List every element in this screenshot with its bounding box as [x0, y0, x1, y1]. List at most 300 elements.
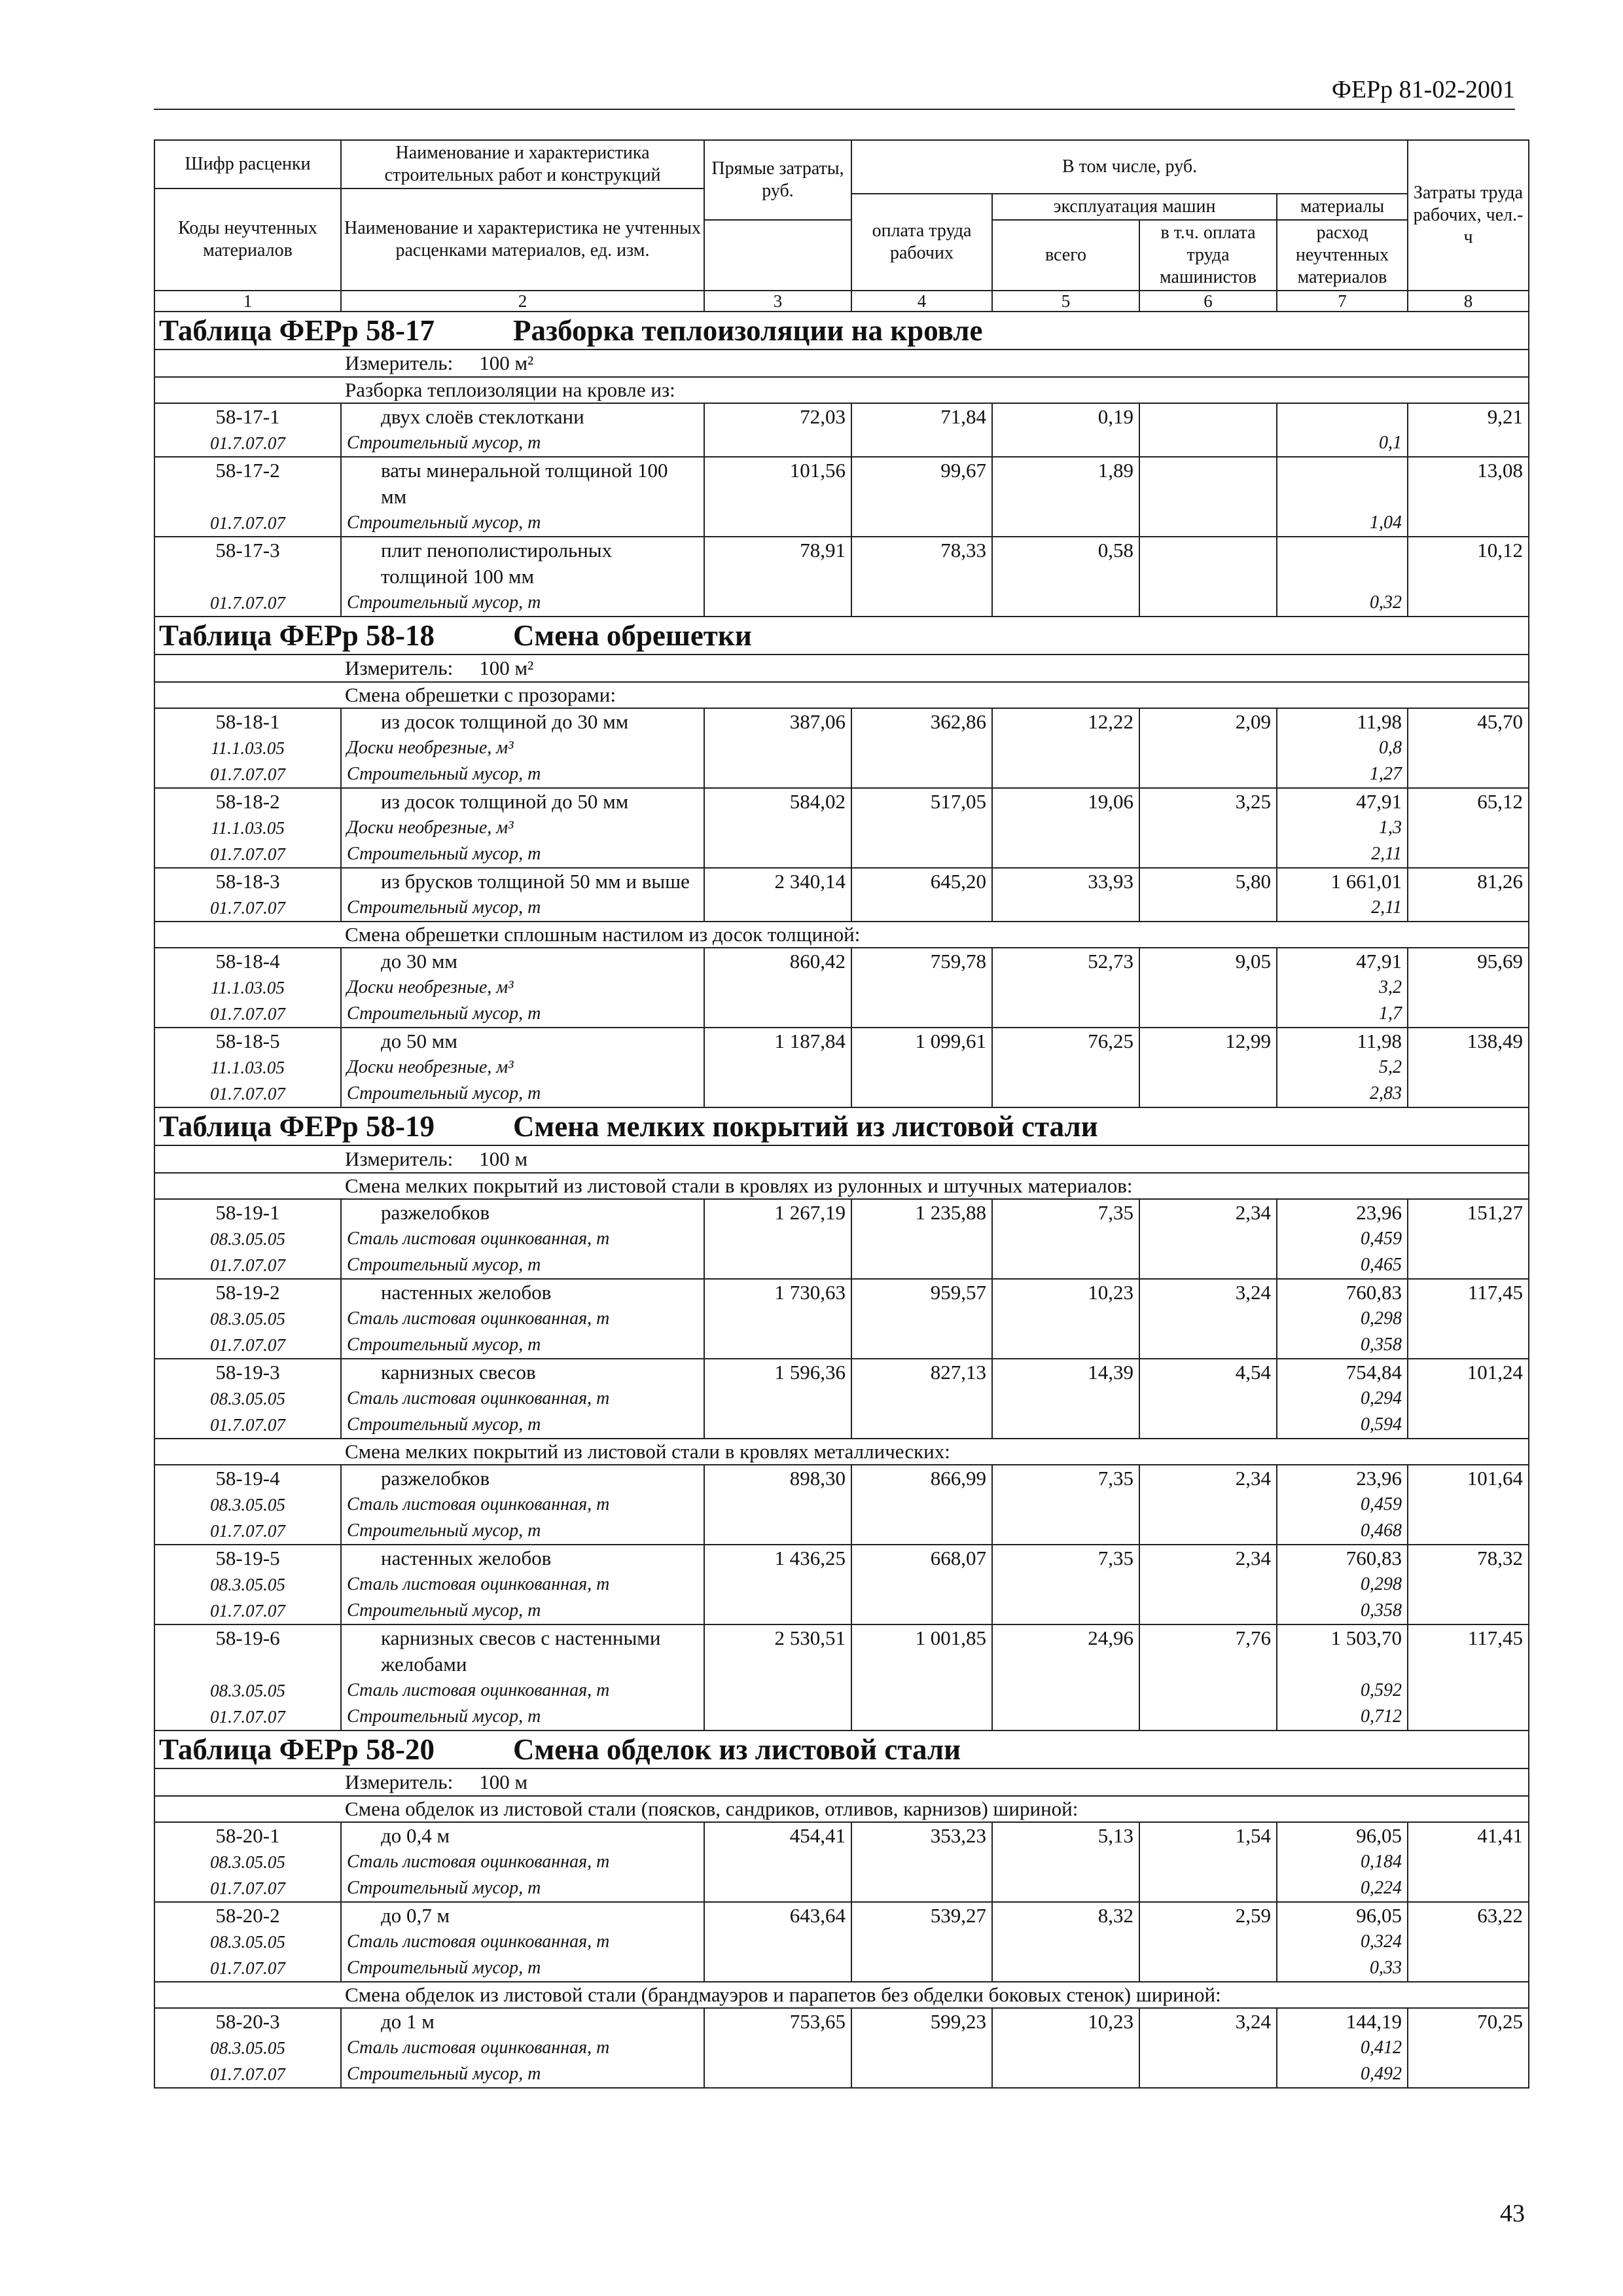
empty-cell [851, 975, 992, 1001]
material-row [154, 895, 1529, 922]
material-row [154, 1054, 1529, 1081]
page-number: 43 [1500, 2200, 1525, 2227]
rate-name: ваты минеральной толщиной 100 мм [341, 457, 704, 510]
rate-name: разжелобков [341, 1199, 704, 1226]
direct-costs: 1 436,25 [704, 1545, 851, 1571]
empty-cell [992, 1332, 1139, 1359]
table-section-title [154, 1107, 1529, 1145]
empty-cell [851, 1252, 992, 1279]
group-subtitle: Смена мелких покрытий из листовой стали в кровлях из рулонных и штучных материалов: [154, 1173, 1529, 1199]
direct-costs: 643,64 [704, 1902, 851, 1929]
materials-cost: 11,98 [1277, 1028, 1408, 1054]
worker-pay: 78,33 [851, 537, 992, 590]
rates-table [154, 139, 1529, 2089]
empty-cell [1408, 1518, 1529, 1545]
material-row [154, 1929, 1529, 1955]
material-name: Доски необрезные, м³ [341, 975, 704, 1001]
operator-pay: 12,99 [1139, 1028, 1277, 1054]
rate-row [154, 2008, 1529, 2035]
material-qty: 0,1 [1277, 430, 1408, 457]
material-name: Строительный мусор, т [341, 1518, 704, 1545]
empty-cell [1139, 1386, 1277, 1412]
empty-cell [704, 2061, 851, 2088]
empty-cell [992, 1412, 1139, 1439]
empty-cell [851, 2061, 992, 2088]
operator-pay: 3,25 [1139, 788, 1277, 815]
empty-cell [851, 1492, 992, 1518]
operator-pay: 3,24 [1139, 2008, 1277, 2035]
machines-total: 7,35 [992, 1545, 1139, 1571]
rate-name: разжелобков [341, 1465, 704, 1492]
header-work-name: Наименование и характеристика строительных работ и конструкций [341, 140, 704, 188]
group-subtitle-row [154, 682, 1529, 708]
material-name: Сталь листовая оцинкованная, т [341, 1929, 704, 1955]
table-body [154, 312, 1529, 2088]
rate-code: 58-17-2 [154, 457, 341, 510]
unit-cell [154, 1145, 1529, 1173]
rate-name: до 30 мм [341, 948, 704, 975]
rate-code: 58-19-4 [154, 1465, 341, 1492]
direct-costs: 1 267,19 [704, 1199, 851, 1226]
empty-cell [851, 1598, 992, 1624]
material-code: 01.7.07.07 [154, 2061, 341, 2088]
operator-pay [1139, 403, 1277, 430]
machines-total: 10,23 [992, 1279, 1139, 1306]
material-row [154, 1955, 1529, 1982]
material-code: 08.3.05.05 [154, 1386, 341, 1412]
empty-cell [992, 1929, 1139, 1955]
empty-cell [704, 1849, 851, 1875]
labor-hours: 117,45 [1408, 1279, 1529, 1306]
table-name: Разборка теплоизоляции на кровле [513, 314, 983, 347]
empty-cell [992, 1571, 1139, 1598]
rate-row [154, 868, 1529, 895]
worker-pay: 362,86 [851, 708, 992, 735]
material-code: 01.7.07.07 [154, 1875, 341, 1902]
labor-hours: 138,49 [1408, 1028, 1529, 1054]
material-row [154, 1598, 1529, 1624]
empty-cell [992, 815, 1139, 841]
material-name: Сталь листовая оцинкованная, т [341, 1226, 704, 1252]
operator-pay: 2,34 [1139, 1199, 1277, 1226]
empty-cell [704, 1571, 851, 1598]
worker-pay: 1 001,85 [851, 1624, 992, 1677]
empty-cell [992, 1001, 1139, 1028]
worker-pay: 959,57 [851, 1279, 992, 1306]
empty-cell [1408, 1054, 1529, 1081]
header-worker-pay: оплата труда рабочих [851, 194, 992, 291]
table-title [154, 1731, 1529, 1768]
empty-cell [1408, 1492, 1529, 1518]
empty-cell [704, 1252, 851, 1279]
materials-cost [1277, 537, 1408, 590]
group-subtitle: Разборка теплоизоляции на кровле из: [154, 377, 1529, 403]
materials-cost: 23,96 [1277, 1199, 1408, 1226]
material-code: 01.7.07.07 [154, 1081, 341, 1107]
worker-pay: 517,05 [851, 788, 992, 815]
rate-code: 58-17-3 [154, 537, 341, 590]
labor-hours: 95,69 [1408, 948, 1529, 975]
labor-hours: 81,26 [1408, 868, 1529, 895]
empty-cell [1139, 895, 1277, 922]
unit-value: 100 м [479, 1147, 528, 1170]
rate-name: из досок толщиной до 50 мм [341, 788, 704, 815]
operator-pay: 2,09 [1139, 708, 1277, 735]
empty-cell [1139, 975, 1277, 1001]
material-name: Строительный мусор, т [341, 510, 704, 537]
material-qty: 0,32 [1277, 590, 1408, 617]
empty-cell [851, 1386, 992, 1412]
material-qty: 0,412 [1277, 2035, 1408, 2061]
material-code: 08.3.05.05 [154, 1492, 341, 1518]
materials-cost: 1 503,70 [1277, 1624, 1408, 1677]
material-name: Строительный мусор, т [341, 895, 704, 922]
material-row [154, 1386, 1529, 1412]
material-code: 01.7.07.07 [154, 1412, 341, 1439]
empty-cell [704, 1518, 851, 1545]
rate-name: до 0,7 м [341, 1902, 704, 1929]
empty-cell [851, 1677, 992, 1704]
material-name: Строительный мусор, т [341, 1081, 704, 1107]
machines-total: 0,19 [992, 403, 1139, 430]
rate-row [154, 1624, 1529, 1677]
material-qty: 0,594 [1277, 1412, 1408, 1439]
header-operator-pay: в т.ч. оплата труда машинистов [1139, 220, 1277, 291]
empty-cell [704, 1955, 851, 1982]
empty-cell [1408, 1386, 1529, 1412]
empty-cell [851, 510, 992, 537]
operator-pay: 9,05 [1139, 948, 1277, 975]
material-code: 01.7.07.07 [154, 1001, 341, 1028]
empty-cell [704, 590, 851, 617]
material-code: 08.3.05.05 [154, 1929, 341, 1955]
material-qty: 0,465 [1277, 1252, 1408, 1279]
empty-cell [1139, 1704, 1277, 1731]
materials-cost: 760,83 [1277, 1279, 1408, 1306]
empty-cell [851, 1226, 992, 1252]
empty-cell [851, 430, 992, 457]
material-code: 01.7.07.07 [154, 1252, 341, 1279]
empty-cell [1139, 590, 1277, 617]
header-machines: эксплуатация машин [992, 194, 1277, 220]
material-row [154, 975, 1529, 1001]
material-name: Сталь листовая оцинкованная, т [341, 1386, 704, 1412]
material-code: 01.7.07.07 [154, 1955, 341, 1982]
empty-cell [1408, 1598, 1529, 1624]
empty-cell [992, 1492, 1139, 1518]
empty-cell [704, 1598, 851, 1624]
empty-cell [1139, 1518, 1277, 1545]
empty-cell [992, 1677, 1139, 1704]
table-number: Таблица ФЕРр 58-19 [159, 1110, 435, 1143]
header-labor-hours: Затраты труда рабочих, чел.-ч [1408, 140, 1529, 291]
labor-hours: 63,22 [1408, 1902, 1529, 1929]
rate-row [154, 457, 1529, 510]
rate-name: настенных желобов [341, 1279, 704, 1306]
table-header [154, 140, 1529, 312]
rate-name: карнизных свесов [341, 1359, 704, 1386]
rate-row [154, 1545, 1529, 1571]
unit-value: 100 м² [479, 656, 534, 679]
rate-code: 58-20-2 [154, 1902, 341, 1929]
operator-pay: 5,80 [1139, 868, 1277, 895]
material-qty: 1,04 [1277, 510, 1408, 537]
rate-name: карнизных свесов с настенными желобами [341, 1624, 704, 1677]
empty-cell [992, 430, 1139, 457]
unit-label: Измеритель: [345, 656, 454, 679]
empty-cell [992, 895, 1139, 922]
material-row [154, 1306, 1529, 1332]
table-title [154, 617, 1529, 655]
machines-total: 14,39 [992, 1359, 1139, 1386]
machines-total: 12,22 [992, 708, 1139, 735]
table-section-title [154, 312, 1529, 350]
empty-cell [1408, 975, 1529, 1001]
material-row [154, 1252, 1529, 1279]
empty-cell [992, 590, 1139, 617]
empty-cell [704, 761, 851, 788]
unit-label: Измеритель: [345, 351, 454, 374]
material-code: 08.3.05.05 [154, 1226, 341, 1252]
empty-cell [1139, 1598, 1277, 1624]
document-code: ФЕРр 81-02-2001 [1331, 76, 1515, 103]
material-name: Сталь листовая оцинкованная, т [341, 1306, 704, 1332]
rate-code: 58-18-2 [154, 788, 341, 815]
header-material-names: Наименование и характеристика не учтенных расценками материалов, ед. изм. [341, 188, 704, 291]
rate-code: 58-17-1 [154, 403, 341, 430]
material-name: Сталь листовая оцинкованная, т [341, 1571, 704, 1598]
direct-costs: 584,02 [704, 788, 851, 815]
rate-row [154, 1822, 1529, 1849]
empty-cell [1139, 1412, 1277, 1439]
material-row [154, 1081, 1529, 1107]
material-code: 08.3.05.05 [154, 1677, 341, 1704]
group-subtitle-row [154, 1173, 1529, 1199]
direct-costs: 860,42 [704, 948, 851, 975]
group-subtitle-row [154, 922, 1529, 948]
material-name: Строительный мусор, т [341, 1332, 704, 1359]
empty-cell [1408, 1571, 1529, 1598]
rate-name: до 0,4 м [341, 1822, 704, 1849]
empty-cell [851, 1875, 992, 1902]
machines-total: 19,06 [992, 788, 1139, 815]
unit-row [154, 350, 1529, 377]
group-subtitle: Смена обрешетки сплошным настилом из досок толщиной: [154, 922, 1529, 948]
rate-name: двух слоёв стеклоткани [341, 403, 704, 430]
material-qty: 3,2 [1277, 975, 1408, 1001]
unit-label: Измеритель: [345, 1770, 454, 1793]
unit-row [154, 1768, 1529, 1796]
empty-cell [992, 1849, 1139, 1875]
material-qty: 0,592 [1277, 1677, 1408, 1704]
empty-cell [1139, 430, 1277, 457]
direct-costs: 2 530,51 [704, 1624, 851, 1677]
empty-cell [1139, 1226, 1277, 1252]
group-subtitle-row [154, 1439, 1529, 1465]
empty-cell [851, 1412, 992, 1439]
empty-cell [1408, 841, 1529, 868]
labor-hours: 10,12 [1408, 537, 1529, 590]
machines-total: 10,23 [992, 2008, 1139, 2035]
document-header [154, 72, 1515, 110]
empty-cell [704, 1875, 851, 1902]
empty-cell [1408, 590, 1529, 617]
material-qty: 0,358 [1277, 1598, 1408, 1624]
unit-cell [154, 350, 1529, 377]
material-row [154, 1704, 1529, 1731]
material-row [154, 735, 1529, 761]
empty-cell [1139, 2061, 1277, 2088]
material-code: 11.1.03.05 [154, 1054, 341, 1081]
rate-code: 58-19-3 [154, 1359, 341, 1386]
material-row [154, 1492, 1529, 1518]
material-code: 01.7.07.07 [154, 590, 341, 617]
rate-code: 58-20-1 [154, 1822, 341, 1849]
empty-cell [992, 1386, 1139, 1412]
rate-row [154, 708, 1529, 735]
machines-total: 7,35 [992, 1465, 1139, 1492]
operator-pay [1139, 457, 1277, 510]
unit-cell [154, 655, 1529, 682]
empty-cell [1408, 430, 1529, 457]
empty-cell [851, 1081, 992, 1107]
material-code: 11.1.03.05 [154, 815, 341, 841]
material-qty: 5,2 [1277, 1054, 1408, 1081]
empty-cell [704, 1492, 851, 1518]
materials-cost: 144,19 [1277, 2008, 1408, 2035]
empty-cell [992, 1306, 1139, 1332]
operator-pay: 7,76 [1139, 1624, 1277, 1677]
table-name: Смена мелких покрытий из листовой стали [513, 1110, 1098, 1143]
empty-cell [1139, 815, 1277, 841]
labor-hours: 78,32 [1408, 1545, 1529, 1571]
empty-cell [851, 1054, 992, 1081]
direct-costs: 753,65 [704, 2008, 851, 2035]
material-code: 08.3.05.05 [154, 1849, 341, 1875]
unit-row [154, 655, 1529, 682]
group-subtitle-row [154, 1796, 1529, 1822]
rate-name: до 1 м [341, 2008, 704, 2035]
empty-cell [1408, 895, 1529, 922]
header-material-codes: Коды неучтенных материалов [154, 188, 341, 291]
empty-cell [992, 975, 1139, 1001]
material-code: 01.7.07.07 [154, 1704, 341, 1731]
empty-cell [992, 1955, 1139, 1982]
rate-name: настенных желобов [341, 1545, 704, 1571]
material-row [154, 430, 1529, 457]
rate-row [154, 1902, 1529, 1929]
group-subtitle-row [154, 1982, 1529, 2008]
empty-cell [1408, 1332, 1529, 1359]
table-name: Смена обрешетки [513, 619, 752, 652]
unit-row [154, 1145, 1529, 1173]
empty-cell [851, 1955, 992, 1982]
operator-pay: 2,34 [1139, 1465, 1277, 1492]
material-name: Строительный мусор, т [341, 1875, 704, 1902]
machines-total: 33,93 [992, 868, 1139, 895]
material-code: 01.7.07.07 [154, 761, 341, 788]
material-qty: 2,11 [1277, 895, 1408, 922]
empty-cell [1139, 1571, 1277, 1598]
rate-name: из брусков толщиной 50 мм и выше [341, 868, 704, 895]
empty-cell [851, 1306, 992, 1332]
empty-cell [851, 1929, 992, 1955]
materials-cost: 754,84 [1277, 1359, 1408, 1386]
operator-pay [1139, 537, 1277, 590]
material-name: Строительный мусор, т [341, 761, 704, 788]
empty-cell [992, 1704, 1139, 1731]
empty-cell [704, 1001, 851, 1028]
empty-cell [1408, 1677, 1529, 1704]
worker-pay: 759,78 [851, 948, 992, 975]
material-qty: 1,27 [1277, 761, 1408, 788]
empty-cell [992, 841, 1139, 868]
material-name: Строительный мусор, т [341, 2061, 704, 2088]
worker-pay: 353,23 [851, 1822, 992, 1849]
material-code: 01.7.07.07 [154, 841, 341, 868]
material-qty: 0,8 [1277, 735, 1408, 761]
column-numbers: 1 2 3 4 5 6 7 8 [154, 291, 1529, 312]
table-title [154, 1107, 1529, 1145]
worker-pay: 71,84 [851, 403, 992, 430]
empty-cell [704, 1386, 851, 1412]
material-row [154, 1332, 1529, 1359]
machines-total: 7,35 [992, 1199, 1139, 1226]
empty-cell [1139, 735, 1277, 761]
materials-cost [1277, 403, 1408, 430]
material-qty: 0,459 [1277, 1226, 1408, 1252]
worker-pay: 1 099,61 [851, 1028, 992, 1054]
header-direct-costs: Прямые затраты, руб. [704, 140, 851, 220]
table-section-title [154, 617, 1529, 655]
empty-cell [704, 735, 851, 761]
header-machines-total: всего [992, 220, 1139, 291]
material-row [154, 510, 1529, 537]
empty-cell [704, 1081, 851, 1107]
empty-cell [1139, 761, 1277, 788]
materials-cost: 1 661,01 [1277, 868, 1408, 895]
direct-costs: 78,91 [704, 537, 851, 590]
empty-cell [1408, 1226, 1529, 1252]
material-name: Доски необрезные, м³ [341, 815, 704, 841]
empty-cell [1408, 1412, 1529, 1439]
empty-cell [851, 1849, 992, 1875]
empty-cell [851, 815, 992, 841]
material-qty: 1,3 [1277, 815, 1408, 841]
labor-hours: 9,21 [1408, 403, 1529, 430]
empty-cell [851, 2035, 992, 2061]
empty-cell [704, 510, 851, 537]
unit-label: Измеритель: [345, 1147, 454, 1170]
material-name: Строительный мусор, т [341, 590, 704, 617]
empty-cell [704, 1054, 851, 1081]
material-code: 11.1.03.05 [154, 735, 341, 761]
empty-cell [704, 841, 851, 868]
empty-cell [992, 1598, 1139, 1624]
empty-cell [704, 1306, 851, 1332]
operator-pay: 2,59 [1139, 1902, 1277, 1929]
rate-row [154, 403, 1529, 430]
empty-cell [992, 735, 1139, 761]
empty-cell [992, 1054, 1139, 1081]
group-subtitle: Смена обделок из листовой стали (поясков, сандриков, отливов, карнизов) шириной: [154, 1796, 1529, 1822]
empty-cell [992, 2061, 1139, 2088]
empty-cell [1408, 1081, 1529, 1107]
table-number: Таблица ФЕРр 58-18 [159, 619, 435, 652]
direct-costs: 2 340,14 [704, 868, 851, 895]
direct-costs: 1 730,63 [704, 1279, 851, 1306]
material-code: 08.3.05.05 [154, 2035, 341, 2061]
